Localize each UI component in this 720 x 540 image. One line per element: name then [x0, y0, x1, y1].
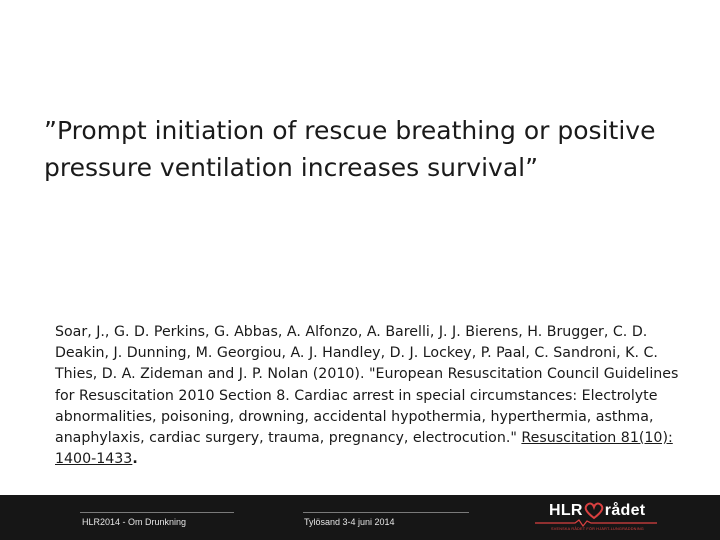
footer-divider-left: [80, 512, 234, 513]
footer-event-title: HLR2014 - Om Drunkning: [82, 517, 187, 527]
logo-hlr: HLR: [549, 502, 583, 519]
reference-journal-link[interactable]: Resuscitation 81(10): 1400-1433: [55, 430, 673, 468]
footer-divider-middle: [303, 512, 469, 513]
reference-text: Soar, J., G. D. Perkins, G. Abbas, A. Alfonzo, A. Barelli, J. J. Bierens, H. Brugger, C. D. Deakin, J. Dunning, M. Georgiou, A. J. Handley, D. J. Lockey, P. Paal, C. Sandroni, K. C. Thies, D. A. Zideman and J. P. Nolan (2010). "European Resuscitation Council Guidelines for Resuscitation 2010 Section 8. Cardiac arrest in special circumstances: Electrolyte abnormalities, poisoning, drowning, accidental hypothermia, hyperthermia, asthma, anaphylaxis, cardiac surgery, trauma, pregnancy, electrocution.": [55, 324, 679, 447]
logo-radet: rådet: [604, 502, 646, 519]
reference-end: .: [132, 451, 138, 468]
hlr-radet-logo: [535, 499, 657, 537]
footer-bar: [0, 495, 720, 540]
heartbeat-line-icon: [535, 519, 657, 527]
reference-citation: [55, 322, 680, 470]
footer-date-location: Tylösand 3-4 juni 2014: [304, 517, 395, 527]
heart-outline-icon: [583, 502, 605, 520]
logo-tagline: SVENSKA RÅDET FÖR HJÄRT-LUNGRÄDDNING: [551, 527, 644, 531]
slide-quote: ”Prompt initiation of rescue breathing or positive pressure ventilation increases survival”: [44, 116, 656, 182]
